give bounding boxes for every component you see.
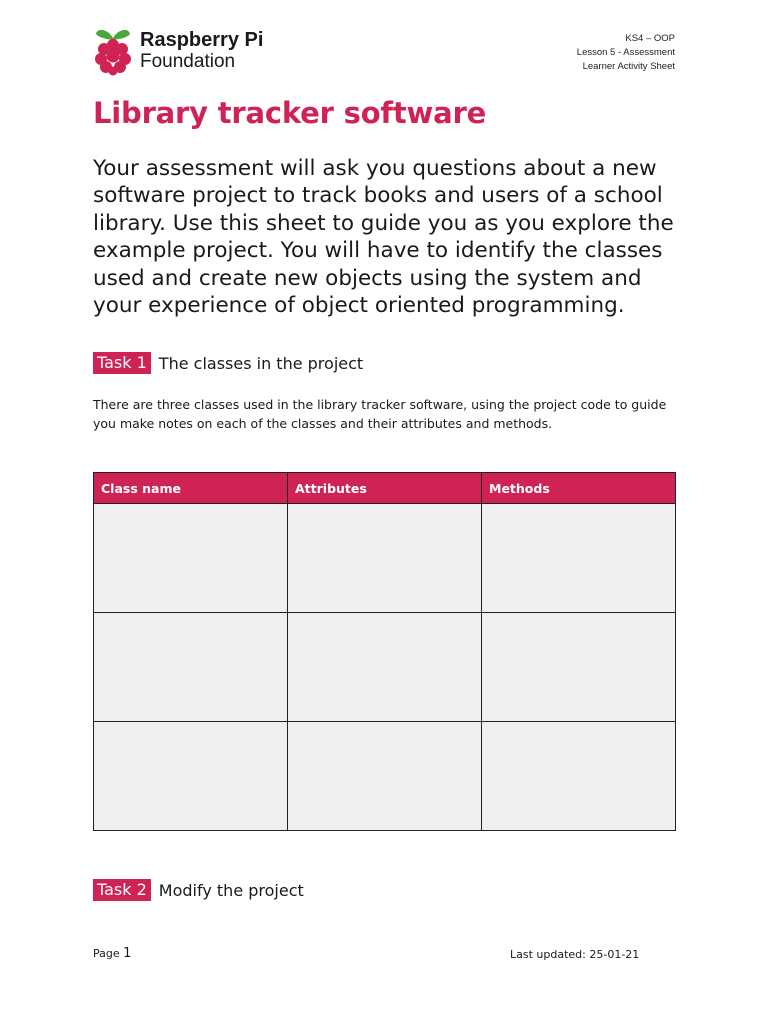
task-2-title: Modify the project [158, 880, 304, 900]
logo-line-2: Foundation [140, 51, 236, 72]
raspberry-icon [93, 26, 133, 76]
page-number [93, 946, 131, 961]
methods-cell[interactable] [482, 613, 676, 722]
page-title: Library tracker software [93, 96, 487, 130]
task-2-heading [93, 879, 304, 901]
methods-cell[interactable] [482, 504, 676, 613]
logo-line-1: Raspberry Pi [140, 29, 264, 51]
task-2-badge: Task 2 [93, 879, 151, 901]
class-name-cell[interactable] [94, 613, 288, 722]
attributes-cell[interactable] [288, 722, 482, 831]
meta-lesson: Lesson 5 - Assessment [576, 47, 675, 58]
page-number-value: 1 [123, 946, 132, 961]
table-row [94, 504, 676, 613]
attributes-cell[interactable] [288, 504, 482, 613]
table-header-row [94, 473, 676, 504]
raspberry-pi-foundation-logo [93, 26, 273, 76]
task-1-title: The classes in the project [158, 353, 364, 373]
classes-table [93, 472, 676, 831]
attributes-cell[interactable] [288, 613, 482, 722]
header-class-name: Class name [94, 473, 288, 504]
class-name-cell[interactable] [94, 722, 288, 831]
task-1-heading [93, 352, 363, 374]
page-label: Page [93, 947, 120, 960]
task-1-description: There are three classes used in the library tracker software, using the project code to guide you make notes on each of the classes and their attributes and methods. [93, 397, 667, 431]
header-attributes: Attributes [288, 473, 482, 504]
meta-sheet-type: Learner Activity Sheet [582, 61, 675, 72]
table-row [94, 722, 676, 831]
document-meta [577, 32, 675, 74]
class-name-cell[interactable] [94, 504, 288, 613]
table-row [94, 613, 676, 722]
task-1-badge: Task 1 [93, 352, 151, 374]
intro-paragraph: Your assessment will ask you questions about a new software project to track books and users of a school library. Use this sheet to guide you as you explore the example project. You will have to identify the classes used and create new objects using the system and your experience of object oriented programming. [93, 156, 674, 319]
methods-cell[interactable] [482, 722, 676, 831]
meta-course: KS4 – OOP [625, 33, 675, 44]
header-methods: Methods [482, 473, 676, 504]
last-updated: Last updated: 25-01-21 [510, 948, 640, 961]
